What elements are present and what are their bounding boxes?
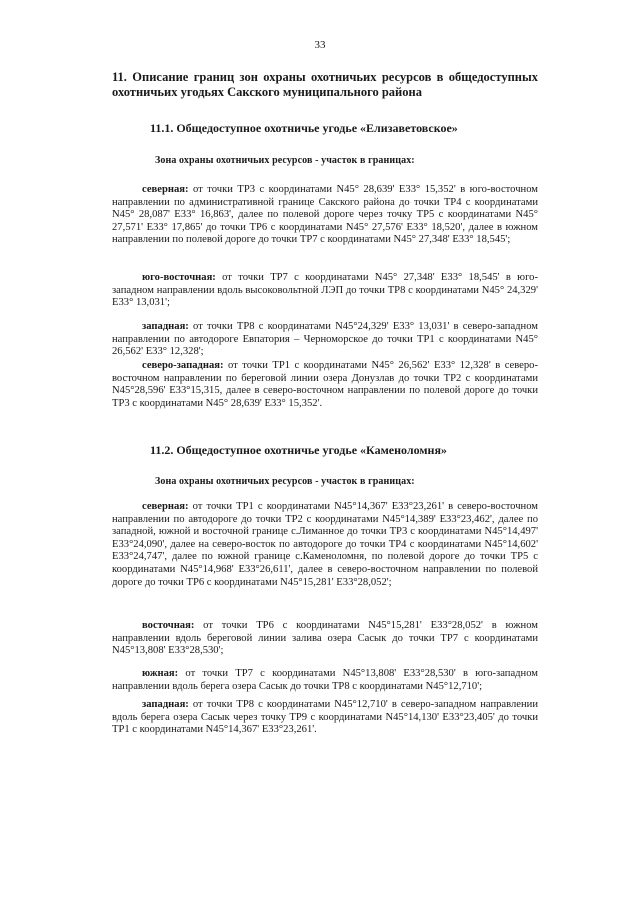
boundary-direction: северо-западная: xyxy=(142,360,224,371)
boundary-direction: южная: xyxy=(142,668,179,679)
boundary-paragraph-south xyxy=(112,668,538,693)
page-number: 33 xyxy=(314,39,326,51)
boundary-paragraph-north xyxy=(112,501,538,589)
boundary-paragraph-east xyxy=(112,620,538,658)
boundary-text: от точки ТР1 с координатами N45°14,367' E33°23,261' в северо-восточном направлении по автодороге до точки ТР2 с координатами N45°14,389' E33°23,462', далее по западной, южной и восточной границе с.Лиманное до точки ТР3 с координатами N45°14,497' E33°24,090', далее на северо-восток по автодороге до точки ТР4 с координатами N45°14,602' E33°24,747', далее по южной границе с.Каменоломня, по полевой дороге до точки ТР5 с координатами N45°14,968' E33°26,611', далее в северо-восточном направлении по полевой дороге до точки ТР6 с координатами N45°15,281' E33°28,052'; xyxy=(112,501,538,588)
boundary-text: от точки ТР3 с координатами N45° 28,639' E33° 15,352' в юго-восточном направлении по административной границе Сакского района до точки ТР4 с координатами N45° 28,087' E33° 16,863', далее по полевой дороге через точку ТР5 с координатами N45° 27,571' E33° 17,865' до точки ТР6 с координатами N45° 27,576' E33° 18,520', далее в южном направлении по полевой дороге до точки ТР7 с координатами N45° 27,348' E33° 18,545'; xyxy=(112,184,538,246)
boundary-text: от точки ТР7 с координатами N45°13,808' E33°28,530' в юго-западном направлении вдоль берега озера Сасык до точки ТР8 с координатами N45°12,710'; xyxy=(112,668,538,692)
boundary-direction: западная: xyxy=(142,699,189,710)
subsection-title-kamenolomnya: 11.2. Общедоступное охотничье угодье «Каменоломня» xyxy=(150,443,447,457)
boundary-text: от точки ТР7 с координатами N45° 27,348' E33° 18,545' в юго-западном направлении вдоль высоковольтной ЛЭП до точки ТР8 с координатами N45° 24,329' E33° 13,031'; xyxy=(112,272,538,309)
boundary-direction: северная: xyxy=(142,501,189,512)
boundary-text: от точки ТР8 с координатами N45°24,329' E33° 13,031' в северо-западном направлении по автодороге Евпатория – Черноморское до точки ТР1 с координатами N45° 26,562' E33° 12,328'; xyxy=(112,321,538,358)
boundary-text: от точки ТР6 с координатами N45°15,281' E33°28,052' в южном направлении вдоль береговой линии залива озера Сасык до точки ТР7 с координатами N45°13,808' E33°28,530'; xyxy=(112,620,538,657)
boundary-paragraph-southeast xyxy=(112,272,538,310)
boundary-text: от точки ТР8 с координатами N45°12,710' в северо-западном направлении вдоль берега озера Сасык через точку ТР9 с координатами N45°14,130' E33°23,405' до точки ТР1 с координатами N45°14,367' E33°23,261'. xyxy=(112,699,538,736)
zone-label: Зона охраны охотничьих ресурсов - участок в границах: xyxy=(155,155,415,166)
boundary-direction: северная: xyxy=(142,184,189,195)
subsection-title-elizavetovskoe: 11.1. Общедоступное охотничье угодье «Елизаветовское» xyxy=(150,121,458,135)
boundary-paragraph-west xyxy=(112,321,538,359)
boundary-direction: западная: xyxy=(142,321,189,332)
boundary-paragraph-northwest xyxy=(112,360,538,410)
boundary-text: от точки ТР1 с координатами N45° 26,562' E33° 12,328' в северо-восточном направлении по береговой линии озера Донузлав до точки ТР2 с координатами N45°28,596' E33°15,315, далее в северо-восточном направлении по полевой дороге до точки ТР3 с координатами N45° 28,639' E33° 15,352'. xyxy=(112,360,538,409)
boundary-paragraph-west xyxy=(112,699,538,737)
zone-label: Зона охраны охотничьих ресурсов - участок в границах: xyxy=(155,476,415,487)
boundary-direction: юго-восточная: xyxy=(142,272,216,283)
boundary-direction: восточная: xyxy=(142,620,195,631)
section-title: 11. Описание границ зон охраны охотничьих ресурсов в общедоступных охотничьих угодьях Сакского муниципального района xyxy=(112,70,538,99)
boundary-paragraph-north xyxy=(112,184,538,247)
